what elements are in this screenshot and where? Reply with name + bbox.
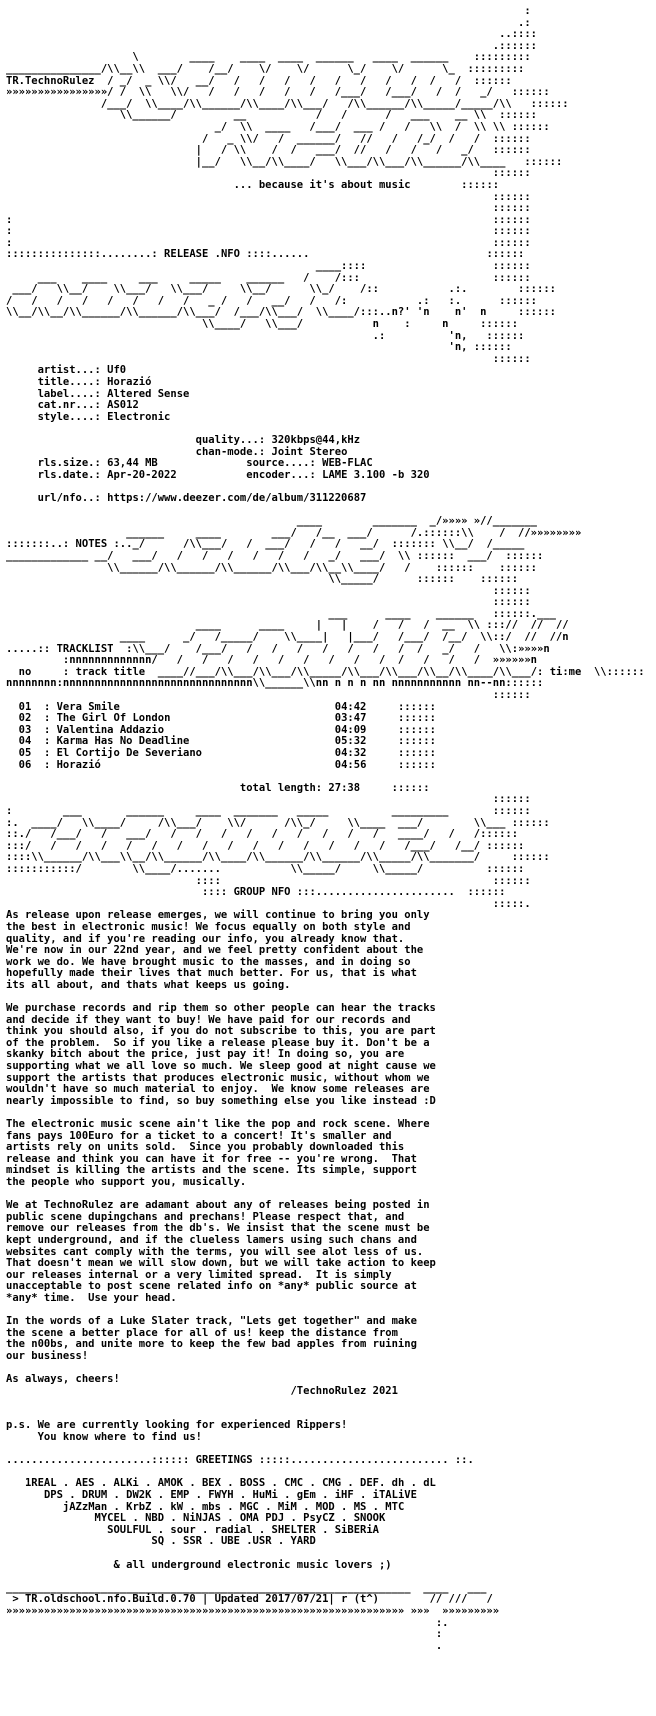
- group-nfo-line: and decide if they want to buy! We have paid for our records and: [6, 1013, 411, 1026]
- track-no: 06: [18, 758, 32, 771]
- greetings-line: SQ . SSR . UBE .USR . YARD: [151, 1535, 316, 1548]
- art-line: ::::::: [6, 584, 531, 597]
- group-nfo-line: We're now in our 22nd year, and we feel pretty confident about the: [6, 944, 424, 957]
- art-line: _/ \\ ____ /___/ ___ / / \\ / \\ \\ ::::::: [6, 120, 550, 133]
- release-quality: quality...: 320kbps@44,kHz: [195, 433, 361, 446]
- tagline-line: ... because it's about music ::::::: [233, 178, 500, 191]
- group-nfo-line: release and think you can have it for free -- you're wrong. That: [6, 1152, 417, 1165]
- col-title: track title: [75, 665, 146, 678]
- nfo-text: [6, 6, 650, 1652]
- track-no: 02: [18, 712, 32, 725]
- group-nfo-line: the best in electronic music! We focus equally on both style and: [6, 920, 411, 933]
- track-time: 04:42: [334, 700, 367, 713]
- track-row: 04 : Karma Has No Deadline 05:32 ::::::: [18, 735, 436, 748]
- art-line: .: [6, 1639, 443, 1652]
- art-line: / / / / / / / / _ / / __/ / /: .: :. ::::::: [6, 294, 538, 307]
- art-line: :: [6, 5, 531, 17]
- group-nfo-line: That doesn't mean we will slow down, but we will take action to keep: [6, 1257, 436, 1270]
- section-title-tracklist: TRACKLIST: [56, 642, 114, 655]
- art-line: ::::::: [6, 689, 531, 702]
- art-line: _______________/\\__\\ ___/ /__/ \/ \/ \_/ \/ \_ :::::::::: [6, 62, 525, 75]
- art-line: ____:::: ::::::: [6, 260, 531, 273]
- release-url-link[interactable]: https://www.deezer.com/de/album/311220687: [107, 491, 367, 504]
- date-value: Apr-20-2022: [107, 468, 177, 481]
- group-nfo-line: remove our releases from the db's. We insist that the scene must be: [6, 1222, 430, 1235]
- chanmode-value: Joint Stereo: [271, 445, 348, 458]
- track-no: 01: [18, 700, 32, 713]
- art-line: .: 'n, ::::::: [6, 329, 525, 342]
- spacer: [6, 1571, 650, 1583]
- group-nfo-line: wouldn't have so much material to enjoy. We know some releases are: [6, 1083, 430, 1096]
- section-tracklist: .....:: TRACKLIST :\\___/ /___/ / / / / / / / / _/ / \\:»»»»n: [6, 642, 550, 655]
- art-line: ____ ____ | | / / / __ \\ :::// // //: [6, 619, 569, 632]
- art-line: »»»»»»»»»»»»»»»»»»»»»»»»»»»»»»»»»»»»»»»»»»»»»»»»»»»»»»»»»»»»»»» »»» »»»»»»»»»: [6, 1604, 500, 1617]
- track-time: 04:09: [334, 723, 367, 736]
- section-title-greetings: GREETINGS: [195, 1454, 253, 1467]
- release-size-source: rls.size.: 63,44 MB source....: WEB-FLAC: [37, 457, 373, 470]
- art-line: ::::::: [6, 352, 531, 365]
- greetings-line: 1REAL . AES . ALKi . AMOK . BEX . BOSS . CMC . CMG . DEF. dh . dL: [24, 1477, 436, 1490]
- art-line: »»»»»»»»»»»»»»»»/ / \\ \\/ / / / / / /___/ /___/ / / _/ ::::::: [6, 86, 550, 99]
- size-value: 63,44 MB: [107, 457, 158, 470]
- art-line: /___/ \\____/\\______/\\____/\\___/ /\\______/\\_____/_____/\\ ::::::: [6, 97, 569, 110]
- art-line: |__/ \\__/\\____/ \\___/\\___/\\______/\\____ ::::::: [6, 155, 563, 168]
- greetings-line: DPS . DRUM . DW2K . EMP . FWYH . HuMi . gEm . iHF . iTALiVE: [43, 1489, 417, 1501]
- group-nfo-line: We at TechnoRulez are adamant about any of releases being posted in: [6, 1199, 430, 1212]
- art-line: \\____/ \\___/ n : n ::::::: [6, 318, 519, 331]
- tracklist-total: total length: 27:38 ::::::: [239, 781, 430, 794]
- art-line: 'n, ::::::: [6, 341, 512, 354]
- art-line: :. ____/ \\____/ /\\___/ \\/ /\\_/ \\____ ___/ \\___ ::::::: [6, 816, 550, 829]
- ps-line-2: You know where to find us!: [37, 1431, 202, 1444]
- footer-line: > TR.oldschool.nfo.Build.0.70 | Updated 2017/07/21| r (t^) // /// /: [6, 1593, 493, 1606]
- section-release-nfo: :::::::::::::::........: RELEASE .NFO ::::...... ::::::: [6, 248, 525, 261]
- tagline: ... because it's about music: [233, 178, 411, 191]
- group-nfo-line: In the words of a Luke Slater track, "Lets get together" and make: [6, 1315, 417, 1328]
- group-nfo-line: quality, and if you're reading our info, you already know that.: [6, 932, 405, 945]
- art-line: ___ ____ ______ ::::::.___: [6, 607, 556, 620]
- art-line: _____________ __/ ___/ / / / / / / _/ ___/ \\ :::::: ___/ ::::::: [6, 549, 544, 562]
- group-nfo-line: mindset is killing the artists and the scene. Its simple, support: [6, 1164, 417, 1177]
- track-time: 05:32: [334, 735, 367, 748]
- art-line: : ::::::: [6, 225, 531, 238]
- art-line: ________________________________________________________________ ____ ___: [6, 1581, 487, 1594]
- art-line: .::::::: [6, 39, 538, 52]
- section-group-nfo: :::: GROUP NFO :::...................... ::::::: [6, 886, 506, 899]
- track-title: Karma Has No Deadline: [56, 735, 190, 748]
- group-nfo-line: *any* time. Use your head.: [6, 1291, 177, 1304]
- group-nfo-line: our business!: [6, 1349, 89, 1362]
- artist-value: Uf0: [107, 364, 127, 377]
- art-line: ..::::: [6, 28, 538, 41]
- track-time: 03:47: [334, 712, 367, 725]
- track-title: The Girl Of London: [56, 712, 171, 725]
- greetings-line: SOULFUL . sour . radial . SHELTER . SiBERiA: [107, 1523, 379, 1536]
- art-line: ____ _/ /_____/ \\____| |___/ /___/ /__/ \\::/ // //n: [6, 631, 569, 644]
- release-label: label....: Altered Sense: [37, 387, 190, 400]
- footer-updated: Updated 2017/07/21: [214, 1593, 329, 1606]
- track-no: 03: [18, 723, 32, 736]
- art-line: :: [6, 1628, 443, 1641]
- track-time: 04:32: [334, 747, 367, 759]
- track-row: 01 : Vera Smile 04:42 ::::::: [18, 700, 436, 713]
- total-length: 27:38: [328, 781, 361, 794]
- section-notes: :::::::..: NOTES :.._/ /\\___/ / ___/ / / __/ ::::::: \\__/ /_____: [6, 538, 525, 551]
- art-line: ::::::: [6, 202, 531, 215]
- encoder-value: LAME 3.100 -b 320: [322, 468, 430, 481]
- group-nfo-line: fans pays 100Euro for a ticket to a concert! It's smaller and: [6, 1129, 392, 1142]
- track-row: 05 : El Cortijo De Severiano 04:32 ::::::: [18, 747, 436, 759]
- greetings-line: MYCEL . NBD . NiNJAS . OMA PDJ . PsyCZ . SNOOK: [94, 1512, 386, 1525]
- group-nfo-line: the scene a better place for all of us! keep the distance from: [6, 1326, 398, 1339]
- art-line: :::::::::::/ \\____/....... \\_____/ \\_____/ ::::::: [6, 862, 525, 875]
- art-line: ::::::: [6, 167, 531, 180]
- signature: /TechnoRulez 2021: [290, 1384, 398, 1397]
- section-title-group-nfo: GROUP NFO: [233, 886, 291, 899]
- art-line: ______ ____ ___/ /__ ___/ /.::::::\\ / //»»»»»»»»: [6, 526, 582, 539]
- track-title: Horazió: [56, 758, 101, 771]
- track-row: 06 : Horazió 04:56 ::::::: [18, 758, 436, 771]
- track-no: 04: [18, 735, 32, 748]
- release-title: title....: Horazió: [37, 376, 152, 388]
- art-line: ___ ____ ___ _____ ______ / /::: ::::::: [6, 271, 531, 284]
- quality-value: 320kbps@44,kHz: [271, 433, 361, 446]
- art-line: ::::\\______/\\___\\__/\\______/\\____/\\______/\\______/\\_____/\\_______/ ::::::: [6, 851, 550, 864]
- group-nfo-line: its all about, and thats what keeps us going.: [6, 978, 291, 991]
- group-nfo-line: work we do. We have brought music to the masses, and in doing so: [6, 955, 411, 968]
- source-value: WEB-FLAC: [322, 457, 373, 470]
- greetings-outro: & all underground electronic music lovers ;): [113, 1558, 392, 1571]
- track-row: 02 : The Girl Of London 03:47 ::::::: [18, 712, 436, 725]
- art-line: \\______/\\______/\\______/\\___/\\__\\____/ / :::::: ::::::: [6, 561, 538, 574]
- group-nfo-line: support the artists that produces electronic music, without whom we: [6, 1071, 430, 1084]
- release-catnr: cat.nr...: AS012: [37, 399, 139, 412]
- art-line: :::/ / / / / / / / / / / / / / / /___/ /__/ ::::::: [6, 839, 525, 852]
- group-nfo-line: We purchase records and rip them so other people can hear the tracks: [6, 1002, 436, 1015]
- art-line: .:: [6, 16, 531, 29]
- group-nfo-line: the n00bs, and unite more to keep the few bad apples from ruining: [6, 1338, 417, 1351]
- section-title-release-nfo: RELEASE .NFO: [164, 248, 240, 261]
- art-line: :.: [6, 1616, 449, 1629]
- art-line: ::::::: [6, 596, 531, 609]
- group-nfo-line: public scene dupingchans and prechans! Please respect that, and: [6, 1210, 405, 1223]
- art-line: :::: ::::::: [6, 874, 531, 887]
- group-nfo-line: skanky bitch about the price, just pay it! In doing so, you are: [6, 1048, 405, 1061]
- art-line: \\_____/ :::::: ::::::: [6, 573, 519, 586]
- art-line: nnnnnnnn:nnnnnnnnnnnnnnnnnnnnnnnnnnnnnn\\______\\nn n n n nn nnnnnnnnnnn nn--nn::::::: [6, 677, 544, 690]
- group-nfo-line: kept underground, and if the clueless lamers using such chans and: [6, 1233, 417, 1246]
- group-nfo-line: our releases internal or a very limited spread. It is simply: [6, 1268, 392, 1281]
- group-nfo-line: As release upon release emerges, we will continue to bring you only: [6, 909, 430, 922]
- track-time: 04:56: [334, 758, 367, 771]
- group-nfo-line: the people who support you, musically.: [6, 1175, 247, 1188]
- art-line: \\______/ __ / / / ___ __ \\ ::::::: [6, 109, 538, 122]
- art-line: ____ _______ _/»»»» »//_______: [6, 515, 538, 528]
- art-line: \\__/\\__/\\______/\\______/\\___/ /___/\\___/ \\____/:::..n?' 'n n' n ::::::: [6, 306, 556, 319]
- art-line: ::::::: [6, 793, 531, 806]
- nfo-document: [6, 6, 650, 1652]
- signature-line: [6, 1386, 650, 1398]
- art-line: | / \\ / / ___/ // / / / _/ ::::::: [6, 144, 531, 157]
- col-time: ti:me: [549, 665, 582, 678]
- group-nfo-line: websites cant comply with the terms, you will see alot less of us.: [6, 1245, 424, 1258]
- track-title: Vera Smile: [56, 700, 120, 713]
- art-line: :::::.: [6, 897, 531, 910]
- greetings-outro-line: [6, 1560, 650, 1572]
- style-value: Electronic: [107, 410, 171, 423]
- art-line: \ ____ ____ ____ ______ ____ ______ :::::::::: [6, 51, 531, 64]
- release-style: style....: Electronic: [37, 410, 171, 423]
- track-title: Valentina Addazio: [56, 723, 165, 736]
- track-no: 05: [18, 747, 32, 759]
- art-line: TR.TechnoRulez / _/ _ \\/ __/ / / / / / / / / / / ::::::: [6, 74, 512, 87]
- group-nfo-line: nearly impossible to find, so buy something else you like instead :D: [6, 1094, 436, 1107]
- release-chanmode: chan-mode.: Joint Stereo: [195, 445, 348, 458]
- group-nfo-line: supporting what we all love so much. We sleep good at night cause we: [6, 1060, 436, 1073]
- track-row: 03 : Valentina Addazio 04:09 ::::::: [18, 723, 436, 736]
- art-line: / _ \\/ / ______/ // / /_/ / / ::::::: [6, 132, 531, 145]
- release-date-encoder: rls.date.: Apr-20-2022 encoder...: LAME 3.100 -b 320: [37, 468, 430, 481]
- release-artist: artist...: Uf0: [37, 364, 127, 377]
- tracklist-header: no : track title ____//___/\\___/\\___/\\_____/\\___/\\___/\\__/\\____/\\___/: ti:me \\::::::: [18, 665, 645, 678]
- art-line: : ::::::: [6, 213, 531, 226]
- group-nfo-line: of the problem. So if you like a release please buy it. Don't be a: [6, 1036, 430, 1049]
- group-tag: TR.TechnoRulez: [6, 74, 95, 87]
- art-line: :nnnnnnnnnnnnn/ / / / / / / / / / / / / / »»»»»»n: [6, 654, 538, 667]
- track-title: El Cortijo De Severiano: [56, 747, 203, 759]
- closing-line: As always, cheers!: [6, 1373, 120, 1386]
- label-value: Altered Sense: [107, 387, 190, 400]
- art-line: ::::::: [6, 190, 531, 203]
- art-line: : ___ ______ ____ _______ _____ _________ ::::::: [6, 804, 531, 817]
- section-title-notes: NOTES: [75, 538, 108, 551]
- art-line: ::./ /___/ / ___/ / / / / / / / / / ____/ / /::::::: [6, 828, 519, 841]
- catnr-value: AS012: [107, 399, 139, 412]
- greetings-line: jAZzMan . KrbZ . kW . mbs . MGC . MiM . MOD . MS . MTC: [62, 1500, 405, 1513]
- group-nfo-line: artists rely on units sold. Since you probably downloaded this: [6, 1141, 405, 1154]
- title-value: Horazió: [107, 376, 152, 388]
- group-nfo-line: hopefully made their lives that much better. For us, that is what: [6, 967, 417, 980]
- art-line: ___/ \\__/ \\___/ \\___/ \\__/ \\_/ /:: .:. ::::::: [6, 283, 556, 296]
- group-nfo-line: The electronic music scene ain't like the pop and rock scene. Where: [6, 1118, 430, 1130]
- footer-build: TR.oldschool.nfo.Build.0.70: [24, 1593, 196, 1606]
- group-nfo-line: unacceptable to post scene related info on *any* public source at: [6, 1280, 417, 1293]
- spacer: [6, 1397, 650, 1409]
- section-greetings: .......................:::::: GREETINGS :::::......................... ::.: [6, 1454, 474, 1467]
- ps-line: p.s. We are currently looking for experienced Rippers!: [6, 1419, 348, 1432]
- art-line: : ::::::: [6, 236, 531, 249]
- group-nfo-line: think you should also, if you do not subscribe to this, you are part: [6, 1025, 436, 1038]
- col-no: no: [18, 665, 32, 678]
- release-url: url/nfo..: https://www.deezer.com/de/album/311220687: [37, 491, 367, 504]
